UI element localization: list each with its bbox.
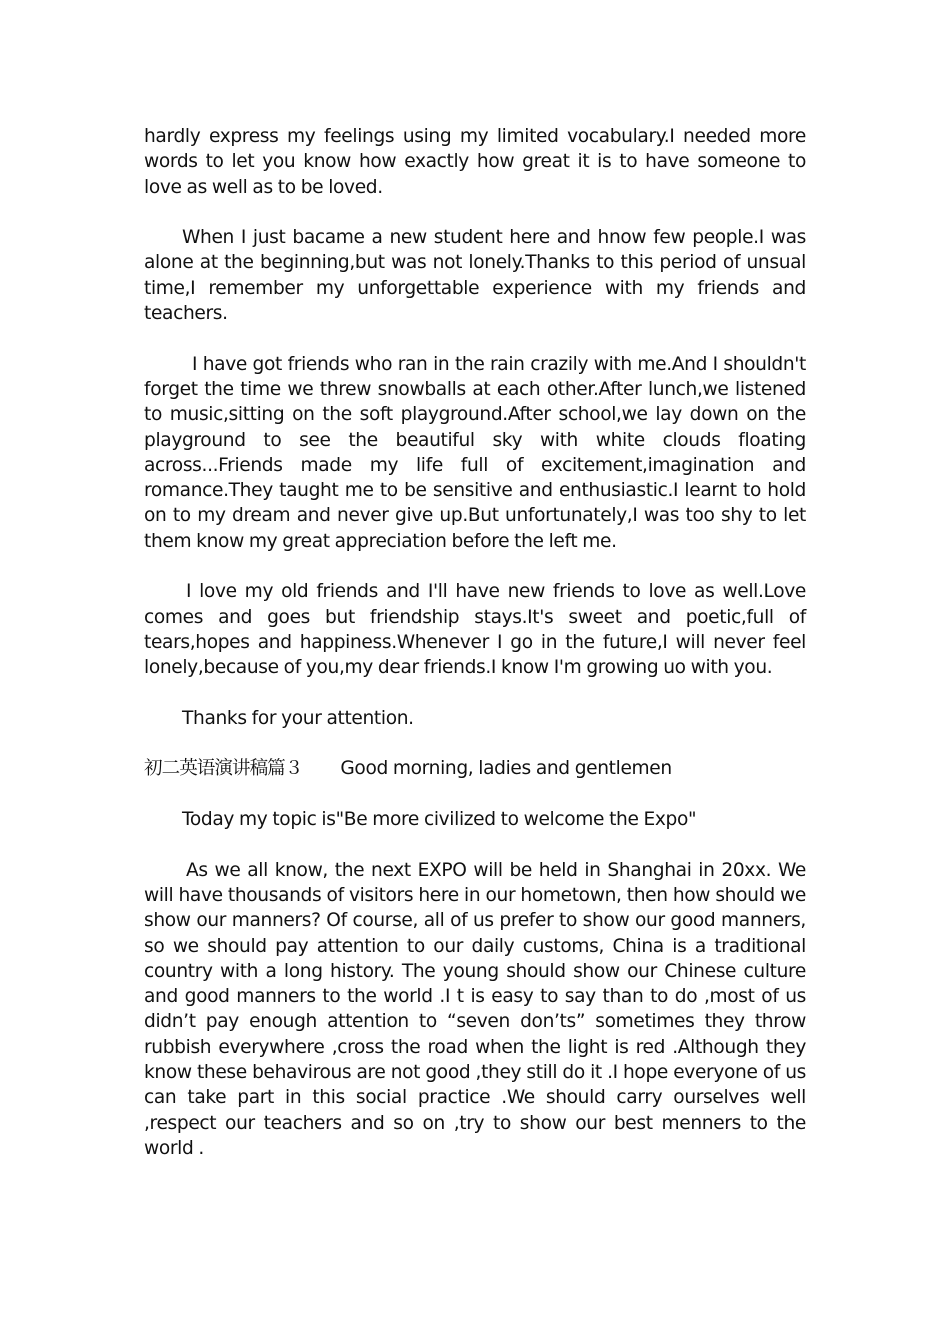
paragraph-vocabulary: hardly express my feelings using my limited vocabulary.I needed more words to let you know how exactly how great it is to have someone to love as well as to be loved. xyxy=(144,126,806,198)
paragraph-topic: Today my topic is"Be more civilized to welcome the Expo" xyxy=(182,809,697,831)
paragraph-thanks: Thanks for your attention. xyxy=(182,707,414,729)
section-greeting: Good morning, ladies and gentlemen xyxy=(340,758,672,780)
section-title: 初二英语演讲稿篇３ xyxy=(144,758,303,780)
section-heading xyxy=(144,756,806,781)
paragraph-old-friends: I love my old friends and I'll have new friends to love as well.Love comes and goes but friendship stays.It's sweet and poetic,full of tears,hopes and happiness.Whenever I go in the future,I will never feel lonely,because of you,my dear friends.I know I'm growing uo with you. xyxy=(144,581,806,679)
paragraph-expo: As we all know, the next EXPO will be held in Shanghai in 20xx. We will have thousands of visitors here in our hometown, then how should we show our manners? Of course, all of us prefer to show our good manners, so we should pay attention to our daily customs, China is a traditional country with a long history. The young should show our Chinese culture and good manners to the world .I t is easy to say than to do ,most of us didn’t pay enough attention to “seven don’ts” sometimes they throw rubbish everywhere ,cross the road when the light is red .Although they know these behavirous are not good ,they still do it .I hope everyone of us can take part in this social practice .We should carry ourselves well ,respect our teachers and so on ,try to show our best menners to the world . xyxy=(144,859,806,1159)
document-page xyxy=(144,124,806,1186)
paragraph-friends: I have got friends who ran in the rain crazily with me.And I shouldn't forget the time we threw snowballs at each other.After lunch,we listened to music,sitting on the soft playground.After school,we lay down on the playground to see the beautiful sky with white clouds floating across...Friends made my life full of excitement,imagination and romance.They taught me to be sensitive and enthusiastic.I learnt to hold on to my dream and never give up.But unfortunately,I was too shy to let them know my great appreciation before the left me. xyxy=(144,353,806,552)
paragraph-new-student: When I just bacame a new student here and hnow few people.I was alone at the beginning,but was not lonely.Thanks to this period of unsual time,I remember my unforgettable experience with my friends and teachers. xyxy=(144,227,806,325)
